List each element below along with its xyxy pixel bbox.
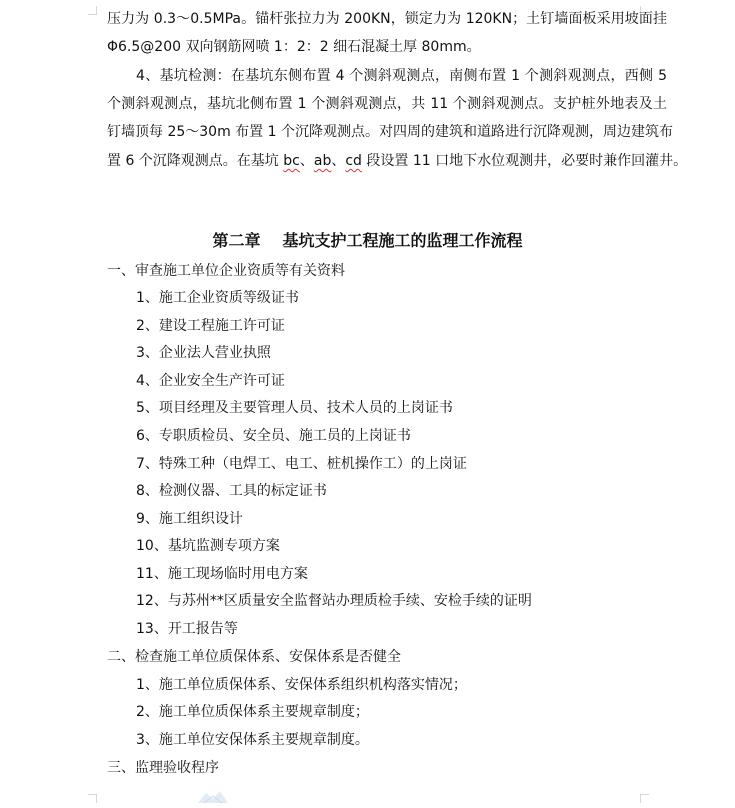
list-item: 6、专职质检员、安全员、施工员的上岗证书 xyxy=(136,428,411,444)
list-item: 4、企业安全生产许可证 xyxy=(136,373,285,389)
page-corner-mark xyxy=(640,794,649,803)
spellcheck-word: ab xyxy=(313,153,332,169)
list-item: 2、施工单位质保体系主要规章制度； xyxy=(136,704,369,720)
text-run: 、 xyxy=(331,153,346,169)
list-item: 1、施工企业资质等级证书 xyxy=(136,290,299,306)
list-item: 3、企业法人营业执照 xyxy=(136,345,271,361)
list-item: 2、建设工程施工许可证 xyxy=(136,318,285,334)
list-item: 9、施工组织设计 xyxy=(136,511,243,527)
text-run: 、 xyxy=(299,153,314,169)
chapter-title xyxy=(0,230,735,252)
list-item: 12、与苏州**区质量安全监督站办理质检手续、安检手续的证明 xyxy=(136,593,532,609)
paragraph-line: 个测斜观测点，基坑北侧布置 1 个测斜观测点，共 11 个测斜观测点。支护桩外地表及土 xyxy=(107,96,667,112)
chapter-number: 第二章 xyxy=(212,231,261,250)
section-heading: 一、审查施工单位企业资质等有关资料 xyxy=(107,263,345,279)
text-run: 段设置 11 口地下水位观测井，必要时兼作回灌井。 xyxy=(361,153,688,169)
text-run: 置 6 个沉降观测点。在基坑 xyxy=(107,153,284,169)
watermark-icon xyxy=(196,787,230,805)
list-item: 8、检测仪器、工具的标定证书 xyxy=(136,483,327,499)
section-heading: 三、监理验收程序 xyxy=(107,760,219,776)
paragraph-line: Φ6.5@200 双向钢筋网喷 1：2：2 细石混凝土厚 80mm。 xyxy=(107,39,481,55)
paragraph-line xyxy=(107,151,688,171)
list-item: 11、施工现场临时用电方案 xyxy=(136,566,308,582)
section-heading: 二、检查施工单位质保体系、安保体系是否健全 xyxy=(107,649,401,665)
page-corner-mark xyxy=(88,794,97,803)
paragraph-line: 4、基坑检测：在基坑东侧布置 4 个测斜观测点，南侧布置 1 个测斜观测点，西侧 5 xyxy=(136,68,667,84)
list-item: 7、特殊工种（电焊工、电工、桩机操作工）的上岗证 xyxy=(136,456,467,472)
spellcheck-word: cd xyxy=(345,153,362,169)
spellcheck-word: bc xyxy=(283,153,300,169)
list-item: 3、施工单位安保体系主要规章制度。 xyxy=(136,732,369,748)
chapter-name: 基坑支护工程施工的监理工作流程 xyxy=(282,231,523,250)
list-item: 13、开工报告等 xyxy=(136,621,238,637)
page-corner-mark xyxy=(88,6,97,15)
list-item: 1、施工单位质保体系、安保体系组织机构落实情况； xyxy=(136,677,467,693)
paragraph-line: 钉墙顶每 25～30m 布置 1 个沉降观测点。对四周的建筑和道路进行沉降观测，周边建筑布 xyxy=(107,124,673,140)
paragraph-line: 压力为 0.3～0.5MPa。锚杆张拉力为 200KN，锁定力为 120KN；土钉墙面板采用坡面挂 xyxy=(107,11,667,27)
list-item: 10、基坑监测专项方案 xyxy=(136,538,280,554)
list-item: 5、项目经理及主要管理人员、技术人员的上岗证书 xyxy=(136,400,453,416)
